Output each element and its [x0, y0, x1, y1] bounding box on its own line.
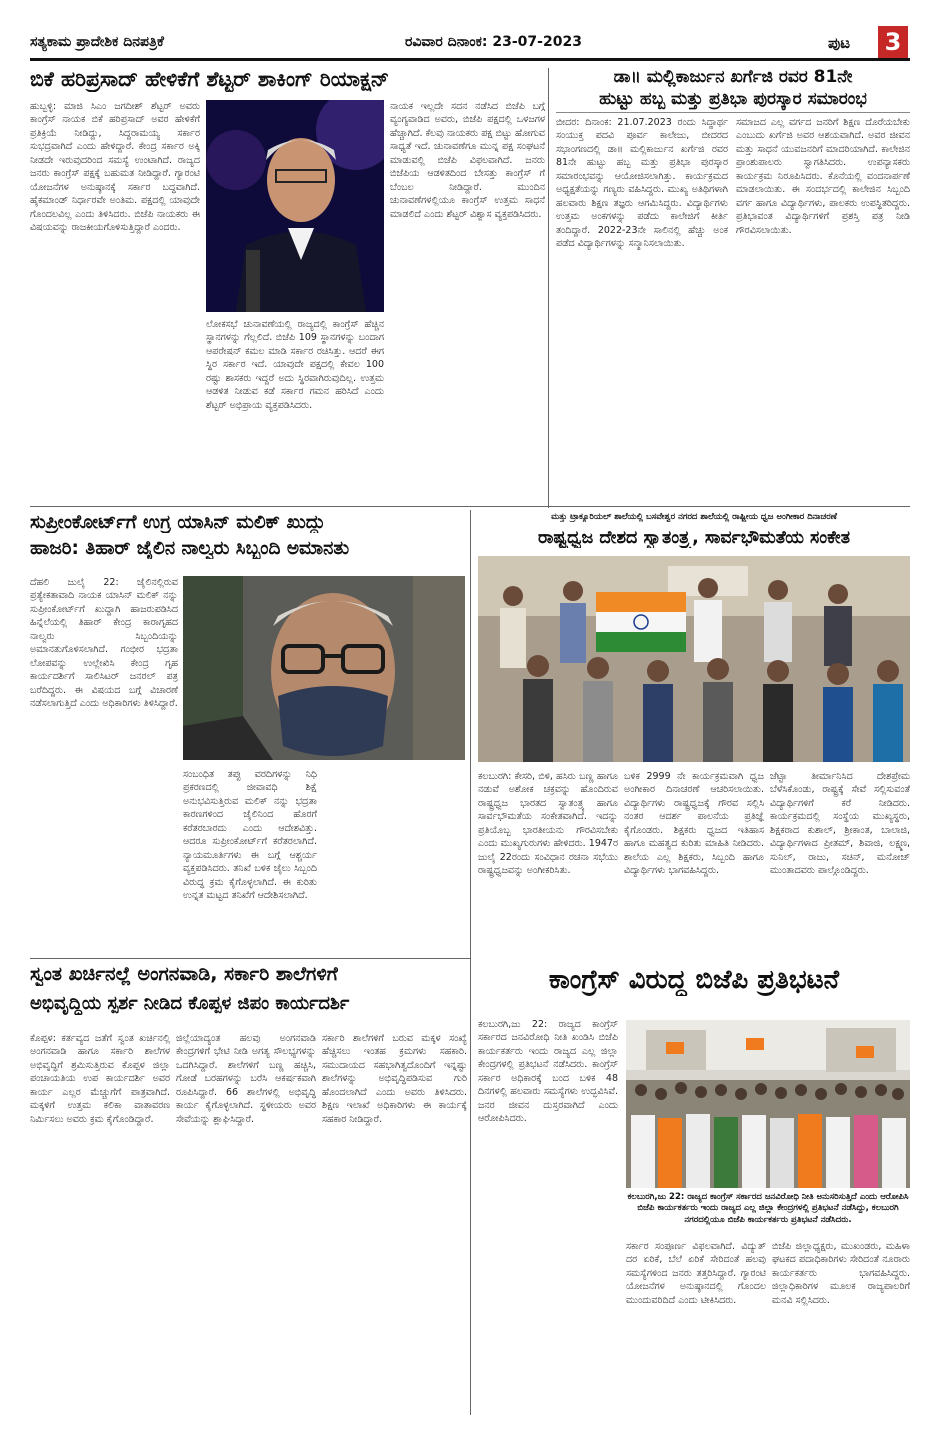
article-body-flag-col1: ಕಲಬುರಗಿ: ಕೇಸರಿ, ಬಿಳಿ, ಹಸಿರು ಬಣ್ಣ ಹಾಗೂ ನಡುವೆ ಅಶೋಕ ಚಕ್ರವನ್ನು ಹೊಂದಿರುವ ರಾಷ್ಟ್ರಧ್ವಜ ಭಾರತದ ಸ್ವಾತಂತ್ರ್ಯ ಹಾಗೂ ಸಾರ್ವಭೌಮತೆಯ ಸಂಕೇತವಾಗಿದೆ. ಇದನ್ನು ಪ್ರತಿಯೊಬ್ಬ ಭಾರತೀಯನು ಗೌರವಿಸಬೇಕು ಎಂದು ಮುಖ್ಯಗುರುಗಳು ಹೇಳಿದರು. 1947ರ ಜುಲೈ 22ರಂದು ಸಂವಿಧಾನ ರಚನಾ ಸಭೆಯು ರಾಷ್ಟ್ರಧ್ವಜವನ್ನು ಅಂಗೀಕರಿಸಿತು.: [478, 771, 618, 877]
photo-yasin-malik: [183, 576, 465, 760]
photo-bjp-protest: [626, 1020, 910, 1188]
article-headline-malik-line2: ಹಾಜರಿ: ತಿಹಾರ್ ಜೈಲಿನ ನಾಲ್ವರು ಸಿಬ್ಬಂದಿ ಅಮಾನತು: [30, 538, 350, 559]
article-body-flag-col3: ಜೆಟ್ಟಾ ತೀರ್ಮಾನಿಸಿದ ದೇಶಪ್ರೇಮ ಬೆಳೆಸಿಕೊಂಡು, ರಾಷ್ಟ್ರಕ್ಕೆ ಸೇವೆ ಸಲ್ಲಿಸುವಂತೆ ವಿದ್ಯಾರ್ಥಿಗಳಿಗೆ ಕರೆ ನೀಡಿದರು. ಕಾರ್ಯಕ್ರಮದಲ್ಲಿ ಸಂಸ್ಥೆಯ ಮುಖ್ಯಸ್ಥರು, ಶಿಕ್ಷಕರಾದ ಕುಶಾಲ್, ಶ್ರೀಕಾಂತ, ಬಾಲಾಜಿ, ವಿದ್ಯಾರ್ಥಿಗಳಾದ ಪ್ರೀತಮ್, ಶಿವಾಜಿ, ಲಕ್ಷ್ಮಣ, ಸುನಿಲ್, ರಾಜು, ಸಚಿನ್, ಮನೋಜ್ ಮುಂತಾದವರು ಪಾಲ್ಗೊಂಡಿದ್ದರು.: [770, 771, 910, 877]
article-body-shettar-col1: ಹುಬ್ಬಳ್ಳಿ: ಮಾಜಿ ಸಿಎಂ ಜಗದೀಶ್ ಶೆಟ್ಟರ್ ಅವರು ಕಾಂಗ್ರೆಸ್ ನಾಯಕ ಬಿಕೆ ಹರಿಪ್ರಸಾದ್ ಅವರ ಹೇಳಿಕೆಗೆ ಪ್ರತಿಕ್ರಿಯೆ ನೀಡಿದ್ದು, ಸಿದ್ದರಾಮಯ್ಯ ಸರ್ಕಾರ ಸುಭದ್ರವಾಗಿದೆ ಎಂದು ಹೇಳಿದ್ದಾರೆ. ಕೇಂದ್ರ ಸರ್ಕಾರ ಅಕ್ಕಿ ನೀಡದೇ ಇರುವುದರಿಂದ ಸಮಸ್ಯೆ ಉಂಟಾಗಿದೆ. ರಾಜ್ಯದ ಜನರು ಕಾಂಗ್ರೆಸ್ ಪಕ್ಷಕ್ಕೆ ಬಹುಮತ ನೀಡಿದ್ದಾರೆ. ಗ್ಯಾರಂಟಿ ಯೋಜನೆಗಳ ಅನುಷ್ಠಾನಕ್ಕೆ ಸರ್ಕಾರ ಬದ್ಧವಾಗಿದೆ. ಹೈಕಮಾಂಡ್ ನಿರ್ಧಾರವೇ ಅಂತಿಮ. ಪಕ್ಷದಲ್ಲಿ ಯಾವುದೇ ಗೊಂದಲವಿಲ್ಲ ಎಂದು ತಿಳಿಸಿದರು. ಬಿಜೆಪಿ ನಾಯಕರು ಈ ವಿಷಯವನ್ನು ರಾಜಕೀಯಗೊಳಿಸುತ್ತಿದ್ದಾರೆ ಎಂದರು.: [30, 101, 200, 234]
masthead: [30, 30, 910, 61]
article-body-malik-col2: ಸಂಬಂಧಿತ ತಪ್ಪು ವರದಿಗಳನ್ನು ನಿಧಿ ಪ್ರಕರಣದಲ್ಲಿ ಜೀವಾವಧಿ ಶಿಕ್ಷೆ ಅನುಭವಿಸುತ್ತಿರುವ ಮಲಿಕ್ ನನ್ನು ಭದ್ರತಾ ಕಾರಣಗಳಿಂದ ಜೈಲಿನಿಂದ ಹೊರಗೆ ಕರೆತರಬಾರದು ಎಂದು ಆದೇಶವಿತ್ತು. ಆದರೂ ಸುಪ್ರೀಂಕೋರ್ಟ್‌ಗೆ ಕರೆತರಲಾಗಿದೆ. ನ್ಯಾಯಮೂರ್ತಿಗಳು ಈ ಬಗ್ಗೆ ಆಶ್ಚರ್ಯ ವ್ಯಕ್ತಪಡಿಸಿದರು. ತನಿಖೆ ಬಳಿಕ ಜೈಲು ಸಿಬ್ಬಂದಿ ವಿರುದ್ಧ ಕ್ರಮ ಕೈಗೊಳ್ಳಲಾಗಿದೆ. ಈ ಕುರಿತು ಉನ್ನತ ಮಟ್ಟದ ತನಿಖೆಗೆ ಆದೇಶಿಸಲಾಗಿದೆ.: [183, 769, 317, 902]
article-body-bjp-col3: ಬಿಜೆಪಿ ಜಿಲ್ಲಾಧ್ಯಕ್ಷರು, ಮುಖಂಡರು, ಮಹಿಳಾ ಘಟಕದ ಪದಾಧಿಕಾರಿಗಳು ಸೇರಿದಂತೆ ನೂರಾರು ಕಾರ್ಯಕರ್ತರು ಭಾಗವಹಿಸಿದ್ದರು. ಜಿಲ್ಲಾಧಿಕಾರಿಗಳ ಮೂಲಕ ರಾಜ್ಯಪಾಲರಿಗೆ ಮನವಿ ಸಲ್ಲಿಸಿದರು.: [772, 1241, 910, 1306]
section-divider: [30, 958, 470, 959]
article-body-shettar-col3: ನಾಯಕ ಇಲ್ಲದೇ ಸದನ ನಡೆಸಿದ ಬಿಜೆಪಿ ಬಗ್ಗೆ ವ್ಯಂಗ್ಯವಾಡಿದ ಅವರು, ಬಿಜೆಪಿ ಪಕ್ಷದಲ್ಲಿ ಒಳಜಗಳ ಹೆಚ್ಚಾಗಿದೆ. ಕೆಲವು ನಾಯಕರು ಪಕ್ಷ ಬಿಟ್ಟು ಹೋಗುವ ಸಾಧ್ಯತೆ ಇದೆ. ಚುನಾವಣೆಗೂ ಮುನ್ನ ಪಕ್ಷ ಸಂಘಟನೆ ಮಾಡುವಲ್ಲಿ ಬಿಜೆಪಿ ವಿಫಲವಾಗಿದೆ. ಜನರು ಬಿಜೆಪಿಯ ಆಡಳಿತದಿಂದ ಬೇಸತ್ತು ಕಾಂಗ್ರೆಸ್ ಗೆ ಬೆಂಬಲ ನೀಡಿದ್ದಾರೆ. ಮುಂದಿನ ಚುನಾವಣೆಗಳಲ್ಲಿಯೂ ಕಾಂಗ್ರೆಸ್ ಉತ್ತಮ ಸಾಧನೆ ಮಾಡಲಿದೆ ಎಂದು ಶೆಟ್ಟರ್ ವಿಶ್ವಾಸ ವ್ಯಕ್ತಪಡಿಸಿದರು.: [390, 101, 545, 220]
article-kicker-flag: ಮತ್ತು ಟ್ರಾಕ್ಯೂರಿಯಲ್ ಶಾಲೆಯಲ್ಲಿ ಬಸವೇಶ್ವರ ನಗರದ ಶಾಲೆಯಲ್ಲಿ ರಾಷ್ಟ್ರೀಯ ಧ್ವಜ ಅಂಗೀಕಾರ ದಿನಾಚರಣೆ: [551, 512, 837, 522]
article-body-malik-col3: [323, 768, 465, 952]
article-body-koppal-col1: ಕೊಪ್ಪಳ: ಕರ್ತವ್ಯದ ಜತೆಗೆ ಸ್ವಂತ ಖರ್ಚಿನಲ್ಲಿ ಅಂಗನವಾಡಿ ಹಾಗೂ ಸರ್ಕಾರಿ ಶಾಲೆಗಳ ಅಭಿವೃದ್ಧಿಗೆ ಶ್ರಮಿಸುತ್ತಿರುವ ಕೊಪ್ಪಳ ಜಿಲ್ಲಾ ಪಂಚಾಯತಿಯ ಉಪ ಕಾರ್ಯದರ್ಶಿ ಅವರ ಕಾರ್ಯ ಎಲ್ಲರ ಮೆಚ್ಚುಗೆಗೆ ಪಾತ್ರವಾಗಿದೆ. ಮಕ್ಕಳಿಗೆ ಉತ್ತಮ ಕಲಿಕಾ ವಾತಾವರಣ ನಿರ್ಮಿಸಲು ಅವರು ಕ್ರಮ ಕೈಗೊಂಡಿದ್ದಾರೆ.: [30, 1033, 170, 1125]
article-body-malik-col1: ದೆಹಲಿ ಜುಲೈ 22: ಜೈಲಿನಲ್ಲಿರುವ ಪ್ರತ್ಯೇಕತಾವಾದಿ ನಾಯಕ ಯಾಸಿನ್ ಮಲಿಕ್ ನನ್ನು ಸುಪ್ರೀಂಕೋರ್ಟ್‌ಗೆ ಖುದ್ದಾಗಿ ಹಾಜರುಪಡಿಸಿದ ಹಿನ್ನೆಲೆಯಲ್ಲಿ ತಿಹಾರ್ ಕೇಂದ್ರ ಕಾರಾಗೃಹದ ನಾಲ್ವರು ಸಿಬ್ಬಂದಿಯನ್ನು ಅಮಾನತುಗೊಳಿಸಲಾಗಿದೆ. ಗಂಭೀರ ಭದ್ರತಾ ಲೋಪವನ್ನು ಉಲ್ಲೇಖಿಸಿ ಕೇಂದ್ರ ಗೃಹ ಕಾರ್ಯದರ್ಶಿಗೆ ಸಾಲಿಸಿಟರ್ ಜನರಲ್ ಪತ್ರ ಬರೆದಿದ್ದರು. ಈ ವಿಷಯದ ಬಗ್ಗೆ ವಿಚಾರಣೆ ನಡೆಸಲಾಗುತ್ತಿದೆ ಎಂದು ಅಧಿಕಾರಿಗಳು ತಿಳಿಸಿದ್ದಾರೆ.: [30, 577, 178, 710]
page-number-badge: 3: [878, 26, 908, 58]
article-body-bjp-col1b: [478, 1302, 618, 1418]
photo-shettar: [206, 100, 384, 312]
issue-date: ರವಿವಾರ ದಿನಾಂಕ: 23-07-2023: [405, 34, 582, 50]
article-body-bjp-col2: ಸರ್ಕಾರ ಸಂಪೂರ್ಣ ವಿಫಲವಾಗಿದೆ. ವಿದ್ಯುತ್ ದರ ಏರಿಕೆ, ಬೆಲೆ ಏರಿಕೆ ಸೇರಿದಂತೆ ಹಲವು ಸಮಸ್ಯೆಗಳಿಂದ ಜನರು ತತ್ತರಿಸಿದ್ದಾರೆ. ಗ್ಯಾರಂಟಿ ಯೋಜನೆಗಳ ಅನುಷ್ಠಾನದಲ್ಲಿ ಗೊಂದಲ ಮುಂದುವರಿದಿದೆ ಎಂದು ಟೀಕಿಸಿದರು.: [626, 1241, 766, 1306]
column-divider: [548, 68, 549, 508]
article-body-shettar-col2: ಲೋಕಸಭೆ ಚುನಾವಣೆಯಲ್ಲಿ ರಾಜ್ಯದಲ್ಲಿ ಕಾಂಗ್ರೆಸ್ ಹೆಚ್ಚಿನ ಸ್ಥಾನಗಳನ್ನು ಗೆಲ್ಲಲಿದೆ. ಬಿಜೆಪಿ 109 ಸ್ಥಾನಗಳನ್ನು ಬಂದಾಗ ಆಪರೇಷನ್ ಕಮಲ ಮಾಡಿ ಸರ್ಕಾರ ರಚಿಸಿತ್ತು. ಆದರೆ ಈಗ ಸ್ಥಿರ ಸರ್ಕಾರ ಇದೆ. ಯಾವುದೇ ಪಕ್ಷದಲ್ಲಿ ಕೇವಲ 100 ರಷ್ಟು ಶಾಸಕರು ಇದ್ದರೆ ಅದು ಸ್ಥಿರವಾಗಿರುವುದಿಲ್ಲ. ಉತ್ತಮ ಆಡಳಿತ ನೀಡುವ ಕಡೆ ಸರ್ಕಾರ ಗಮನ ಹರಿಸಿದೆ ಎಂದು ಶೆಟ್ಟರ್ ಅಭಿಪ್ರಾಯ ವ್ಯಕ್ತಪಡಿಸಿದರು.: [206, 319, 384, 411]
photo-flag-students: [478, 556, 910, 762]
article-headline-koppal-line1: ಸ್ವಂತ ಖರ್ಚಿನಲ್ಲೆ ಅಂಗನವಾಡಿ, ಸರ್ಕಾರಿ ಶಾಲೆಗಳಿಗೆ: [30, 964, 338, 985]
column-divider: [470, 510, 471, 1415]
article-headline-malik-line1: ಸುಪ್ರೀಂಕೋರ್ಟ್‌ಗೆ ಉಗ್ರ ಯಾಸಿನ್ ಮಲಿಕ್ ಖುದ್ದು: [30, 512, 326, 533]
article-body-flag-col2: ಬಳಿಕ 2999 ನೇ ಕಾರ್ಯಕ್ರಮವಾಗಿ ಧ್ವಜ ಅಂಗೀಕಾರ ದಿನಾಚರಣೆ ಆಚರಿಸಲಾಯಿತು. ವಿದ್ಯಾರ್ಥಿಗಳು ರಾಷ್ಟ್ರಧ್ವಜಕ್ಕೆ ಗೌರವ ಸಲ್ಲಿಸಿ ನಂತರ ಆದರ್ಶ ಪಾಲನೆಯ ಪ್ರತಿಜ್ಞೆ ಕೈಗೊಂಡರು. ಶಿಕ್ಷಕರು ಧ್ವಜದ ಇತಿಹಾಸ ಹಾಗೂ ಮಹತ್ವದ ಕುರಿತು ಮಾಹಿತಿ ನೀಡಿದರು. ಶಾಲೆಯ ಎಲ್ಲ ಶಿಕ್ಷಕರು, ಸಿಬ್ಬಂದಿ ಹಾಗೂ ವಿದ್ಯಾರ್ಥಿಗಳು ಭಾಗವಹಿಸಿದ್ದರು.: [624, 771, 764, 877]
article-body-kharge-col1: ಬೀದರ: ದಿನಾಂಕ: 21.07.2023 ರಂದು ಸಿದ್ಧಾರ್ಥ ಸಂಯುಕ್ತ ಪದವಿ ಪೂರ್ವ ಕಾಲೇಜು, ಬೀದರದ ಸಭಾಂಗಣದಲ್ಲಿ ಡಾ॥ ಮಲ್ಲಿಕಾರ್ಜುನ ಖರ್ಗೆಜಿ ರವರ 81ನೇ ಹುಟ್ಟು ಹಬ್ಬ ಮತ್ತು ಪ್ರತಿಭಾ ಪುರಸ್ಕಾರ ಸಮಾರಂಭವನ್ನು ಆಯೋಜಿಸಲಾಗಿತ್ತು. ಕಾರ್ಯಕ್ರಮದ ಅಧ್ಯಕ್ಷತೆಯನ್ನು ಗಣ್ಯರು ವಹಿಸಿದ್ದರು. ಮುಖ್ಯ ಅತಿಥಿಗಳಾಗಿ ಹಲವಾರು ಶಿಕ್ಷಣ ತಜ್ಞರು ಆಗಮಿಸಿದ್ದರು. ವಿದ್ಯಾರ್ಥಿಗಳು ಉತ್ತಮ ಅಂಕಗಳನ್ನು ಪಡೆದು ಕಾಲೇಜಿಗೆ ಕೀರ್ತಿ ತಂದಿದ್ದಾರೆ. 2022-23ನೇ ಸಾಲಿನಲ್ಲಿ ಹೆಚ್ಚು ಅಂಕ ಪಡೆದ ವಿದ್ಯಾರ್ಥಿಗಳನ್ನು ಸನ್ಮಾನಿಸಲಾಯಿತು.: [556, 117, 728, 250]
article-headline-kharge-line2: ಹುಟ್ಟು ಹಬ್ಬ ಮತ್ತು ಪ್ರತಿಭಾ ಪುರಸ್ಕಾರ ಸಮಾರಂಭ: [556, 90, 910, 113]
article-body-kharge-col2: ಸಮಾಜದ ಎಲ್ಲ ವರ್ಗದ ಜನರಿಗೆ ಶಿಕ್ಷಣ ದೊರೆಯಬೇಕು ಎಂಬುದು ಖರ್ಗೆಜಿ ಅವರ ಆಶಯವಾಗಿದೆ. ಅವರ ಜೀವನ ಮತ್ತು ಸಾಧನೆ ಯುವಜನರಿಗೆ ಮಾದರಿಯಾಗಿದೆ. ಕಾಲೇಜಿನ ಪ್ರಾಂಶುಪಾಲರು ಸ್ವಾಗತಿಸಿದರು. ಉಪನ್ಯಾಸಕರು ಕಾರ್ಯಕ್ರಮ ನಿರೂಪಿಸಿದರು. ಕೊನೆಯಲ್ಲಿ ವಂದನಾರ್ಪಣೆ ಮಾಡಲಾಯಿತು. ಈ ಸಂದರ್ಭದಲ್ಲಿ ಕಾಲೇಜಿನ ಸಿಬ್ಬಂದಿ ವರ್ಗ ಹಾಗೂ ವಿದ್ಯಾರ್ಥಿಗಳು, ಪಾಲಕರು ಉಪಸ್ಥಿತರಿದ್ದರು. ಪ್ರತಿಭಾವಂತ ವಿದ್ಯಾರ್ಥಿಗಳಿಗೆ ಪ್ರಶಸ್ತಿ ಪತ್ರ ನೀಡಿ ಗೌರವಿಸಲಾಯಿತು.: [736, 117, 910, 236]
article-body-koppal-col2: ಜಿಲ್ಲೆಯಾದ್ಯಂತ ಹಲವು ಅಂಗನವಾಡಿ ಕೇಂದ್ರಗಳಿಗೆ ಭೇಟಿ ನೀಡಿ ಅಗತ್ಯ ಸೌಲಭ್ಯಗಳನ್ನು ಒದಗಿಸಿದ್ದಾರೆ. ಶಾಲೆಗಳಿಗೆ ಬಣ್ಣ ಹಚ್ಚಿಸಿ, ಗೋಡೆ ಬರಹಗಳನ್ನು ಬರೆಸಿ ಆಕರ್ಷಕವಾಗಿ ರೂಪಿಸಿದ್ದಾರೆ. 66 ಶಾಲೆಗಳಲ್ಲಿ ಅಭಿವೃದ್ಧಿ ಕಾರ್ಯ ಕೈಗೊಳ್ಳಲಾಗಿದೆ. ಸ್ಥಳೀಯರು ಅವರ ಸೇವೆಯನ್ನು ಶ್ಲಾಘಿಸಿದ್ದಾರೆ.: [176, 1033, 316, 1125]
article-body-koppal-col3: ಸರ್ಕಾರಿ ಶಾಲೆಗಳಿಗೆ ಬರುವ ಮಕ್ಕಳ ಸಂಖ್ಯೆ ಹೆಚ್ಚಿಸಲು ಇಂತಹ ಕ್ರಮಗಳು ಸಹಕಾರಿ. ಸಮುದಾಯದ ಸಹಭಾಗಿತ್ವದೊಂದಿಗೆ ಇನ್ನಷ್ಟು ಶಾಲೆಗಳನ್ನು ಅಭಿವೃದ್ಧಿಪಡಿಸುವ ಗುರಿ ಹೊಂದಲಾಗಿದೆ ಎಂದು ಅವರು ತಿಳಿಸಿದರು. ಶಿಕ್ಷಣ ಇಲಾಖೆ ಅಧಿಕಾರಿಗಳು ಈ ಕಾರ್ಯಕ್ಕೆ ಸಹಕಾರ ನೀಡಿದ್ದಾರೆ.: [322, 1033, 467, 1125]
photo-bjp-protest-caption: ಕಲಬುರಗಿ,ಜು 22: ರಾಜ್ಯದ ಕಾಂಗ್ರೆಸ್ ಸರ್ಕಾರದ ಜನವಿರೋಧಿ ನೀತಿ ಅನುಸರಿಸುತ್ತಿದೆ ಎಂದು ಆರೋಪಿಸಿ ಬಿಜೆಪಿ ಕಾರ್ಯಕರ್ತರು ಇಂದು ರಾಜ್ಯದ ಎಲ್ಲ ಜಿಲ್ಲಾ ಕೇಂದ್ರಗಳಲ್ಲಿ ಪ್ರತಿಭಟನೆ ನಡೆಸಿದ್ದು, ಕಲಬುರಗಿ ನಗರದಲ್ಲಿಯೂ ಬಿಜೆಪಿ ಕಾರ್ಯಕರ್ತರು ಪ್ರತಿಭಟನೆ ನಡೆಸಿದರು.: [627, 1192, 909, 1225]
newspaper-name: ಸತ್ಯಕಾಮ ಪ್ರಾದೇಶಿಕ ದಿನಪತ್ರಿಕೆ: [30, 34, 164, 50]
article-headline-shettar: ಬಿಕೆ ಹರಿಪ್ರಸಾದ್ ಹೇಳಿಕೆಗೆ ಶೆಟ್ಟರ್ ಶಾಕಿಂಗ್ ರಿಯಾಕ್ಷನ್: [30, 68, 390, 91]
article-headline-koppal-line2: ಅಭಿವೃದ್ಧಿಯ ಸ್ಪರ್ಶ ನೀಡಿದ ಕೊಪ್ಪಳ ಜಿಪಂ ಕಾರ್ಯದರ್ಶಿ: [30, 994, 350, 1014]
article-body-bjp-col1: ಕಲಬುರಗಿ,ಜು 22: ರಾಜ್ಯದ ಕಾಂಗ್ರೆಸ್ ಸರ್ಕಾರದ ಜನವಿರೋಧಿ ನೀತಿ ಖಂಡಿಸಿ ಬಿಜೆಪಿ ಕಾರ್ಯಕರ್ತರು ಇಂದು ರಾಜ್ಯದ ಎಲ್ಲ ಜಿಲ್ಲಾ ಕೇಂದ್ರಗಳಲ್ಲಿ ಪ್ರತಿಭಟನೆ ನಡೆಸಿದರು. ಕಾಂಗ್ರೆಸ್ ಸರ್ಕಾರ ಅಧಿಕಾರಕ್ಕೆ ಬಂದ ಬಳಿಕ 48 ದಿನಗಳಲ್ಲಿ ಹಲವಾರು ಸಮಸ್ಯೆಗಳು ಉದ್ಭವಿಸಿವೆ. ಜನರ ಜೀವನ ದುಸ್ತರವಾಗಿದೆ ಎಂದು ಆರೋಪಿಸಿದರು.: [478, 1019, 618, 1125]
page-label: ಪುಟ: [828, 34, 851, 52]
section-divider: [30, 506, 910, 507]
article-headline-bjp-protest: ಕಾಂಗ್ರೆಸ್ ವಿರುದ್ಧ ಬಿಜೆಪಿ ಪ್ರತಿಭಟನೆ: [548, 966, 840, 995]
article-headline-flag: ರಾಷ್ಟ್ರಧ್ವಜ ದೇಶದ ಸ್ವಾತಂತ್ರ್ಯ, ಸಾರ್ವಭೌಮತೆಯ ಸಂಕೇತ: [538, 528, 850, 548]
article-headline-kharge-line1: ಡಾ॥ ಮಲ್ಲಿಕಾರ್ಜುನ ಖರ್ಗೆಜಿ ರವರ 81ನೇ: [613, 68, 853, 87]
